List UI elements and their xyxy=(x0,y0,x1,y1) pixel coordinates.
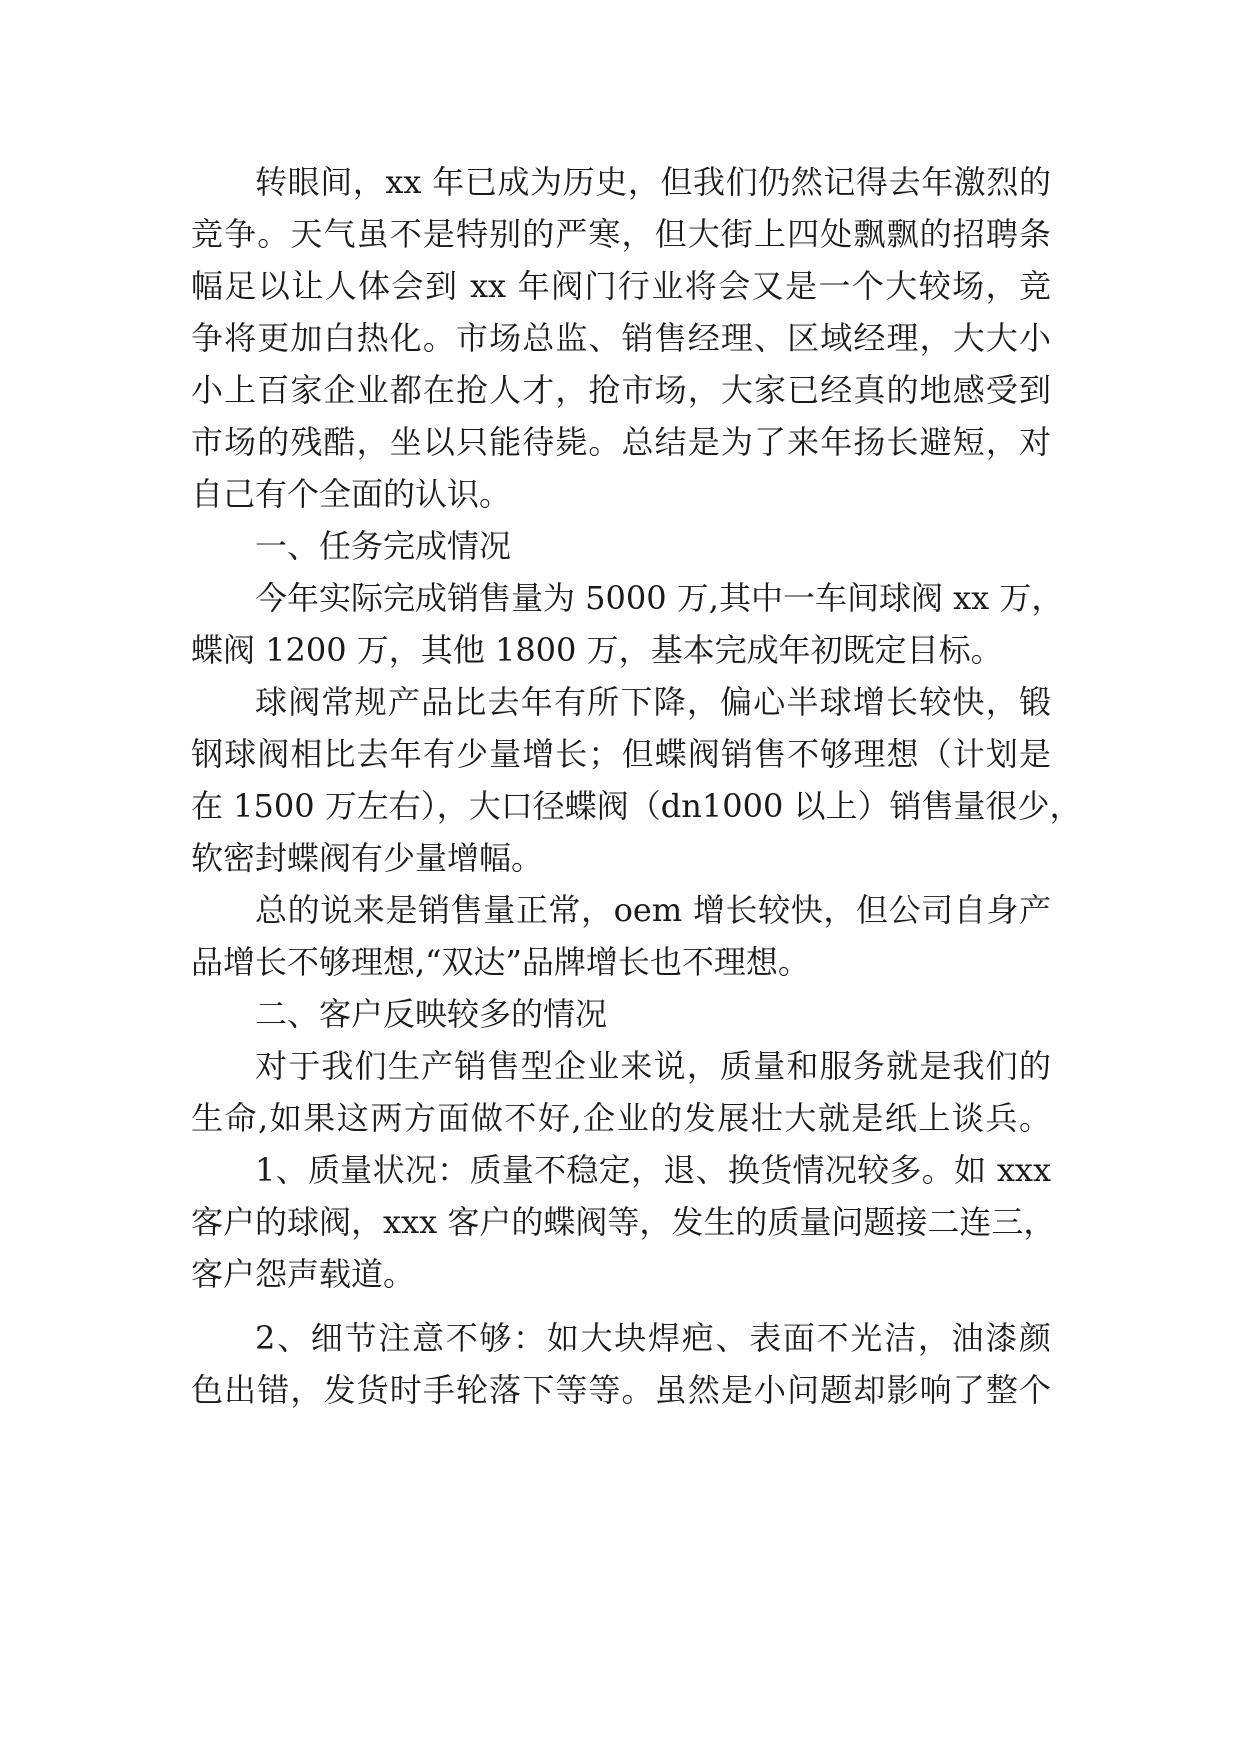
paragraph-line: 竞争。天气虽不是特别的严寒，但大街上四处飘飘的招聘条 xyxy=(191,215,1051,253)
paragraph-spacer xyxy=(191,1300,1051,1312)
paragraph-line: 今年实际完成销售量为 5000 万,其中一车间球阀 xx 万， xyxy=(255,579,1064,617)
paragraph-line: 软密封蝶阀有少量增幅。 xyxy=(191,839,544,877)
paragraph-line: 转眼间，xx 年已成为历史，但我们仍然记得去年激烈的 xyxy=(255,163,1051,201)
paragraph-line: 在 1500 万左右），大口径蝶阀（dn1000 以上）销售量很少， xyxy=(191,787,1082,825)
paragraph-line: 钢球阀相比去年有少量增长；但蝶阀销售不够理想（计划是 xyxy=(191,735,1051,773)
paragraph-line: 总的说来是销售量正常，oem 增长较快，但公司自身产 xyxy=(255,891,1051,929)
paragraph-line: 自己有个全面的认识。 xyxy=(191,475,512,513)
document-body xyxy=(191,156,1082,1416)
paragraph-line: 小上百家企业都在抢人才，抢市场，大家已经真的地感受到 xyxy=(191,371,1051,409)
paragraph-line: 品增长不够理想,“双达”品牌增长也不理想。 xyxy=(191,943,810,981)
paragraph-line: 生命,如果这两方面做不好,企业的发展壮大就是纸上谈兵。 xyxy=(191,1099,1051,1137)
paragraph-line: 争将更加白热化。市场总监、销售经理、区域经理，大大小 xyxy=(191,319,1051,357)
paragraph-line: 球阀常规产品比去年有所下降，偏心半球增长较快，锻 xyxy=(255,683,1051,721)
paragraph-line: 1、质量状况：质量不稳定，退、换货情况较多。如 xxx xyxy=(255,1151,1051,1189)
paragraph-line: 客户的球阀，xxx 客户的蝶阀等，发生的质量问题接二连三， xyxy=(191,1203,1056,1241)
paragraph-line: 对于我们生产销售型企业来说，质量和服务就是我们的 xyxy=(255,1047,1051,1085)
section-heading: 一、任务完成情况 xyxy=(255,527,512,565)
paragraph-line: 客户怨声载道。 xyxy=(191,1255,416,1293)
paragraph-line: 色出错，发货时手轮落下等等。虽然是小问题却影响了整个 xyxy=(191,1371,1051,1409)
section-heading: 二、客户反映较多的情况 xyxy=(255,995,608,1033)
paragraph-line: 幅足以让人体会到 xx 年阀门行业将会又是一个大较场，竞 xyxy=(191,267,1051,305)
paragraph-line: 市场的残酷，坐以只能待毙。总结是为了来年扬长避短，对 xyxy=(191,423,1051,461)
paragraph-line: 2、细节注意不够：如大块焊疤、表面不光洁，油漆颜 xyxy=(255,1319,1051,1357)
paragraph-line: 蝶阀 1200 万，其他 1800 万，基本完成年初既定目标。 xyxy=(191,631,1003,669)
